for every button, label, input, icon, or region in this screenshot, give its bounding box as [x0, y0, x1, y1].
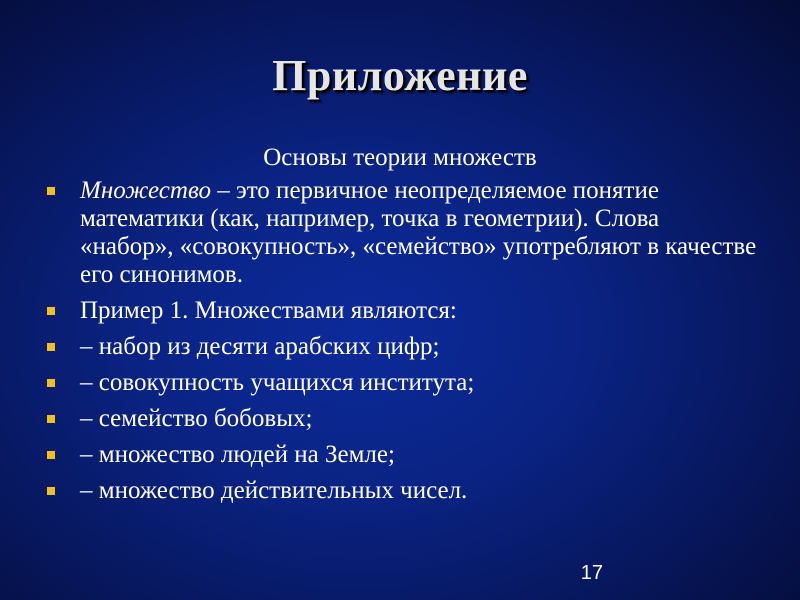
- bullet-item-definition: [47, 177, 757, 289]
- page-number: 17: [580, 562, 603, 584]
- square-bullet-icon: [47, 415, 55, 423]
- bullet-list: [47, 177, 757, 513]
- slide-subtitle: Основы теории множеств: [263, 144, 537, 171]
- definition-text: – это первичное неопределяемое понятие математики (как, например, точка в геометрии). Слова «набор», «совокупность», «семейство» употребляют в качестве его синонимов.: [80, 177, 757, 288]
- definition-term: Множество: [80, 177, 211, 204]
- square-bullet-icon: [47, 187, 55, 195]
- bullet-item: [47, 333, 757, 361]
- bullet-text: – семейство бобовых;: [80, 405, 313, 432]
- square-bullet-icon: [47, 379, 55, 387]
- bullet-item: [47, 369, 757, 397]
- slide-title: Приложение: [272, 51, 528, 100]
- square-bullet-icon: [47, 451, 55, 459]
- bullet-text: – множество людей на Земле;: [80, 441, 395, 468]
- bullet-text: Пример 1. Множествами являются:: [80, 297, 457, 324]
- bullet-text: – совокупность учащихся института;: [80, 369, 475, 396]
- square-bullet-icon: [47, 307, 55, 315]
- square-bullet-icon: [47, 487, 55, 495]
- square-bullet-icon: [47, 343, 55, 351]
- bullet-item: [47, 477, 757, 505]
- bullet-item: [47, 441, 757, 469]
- bullet-text: – набор из десяти арабских цифр;: [80, 333, 440, 360]
- bullet-text: – множество действительных чисел.: [80, 477, 468, 504]
- bullet-item: [47, 405, 757, 433]
- bullet-item: [47, 297, 757, 325]
